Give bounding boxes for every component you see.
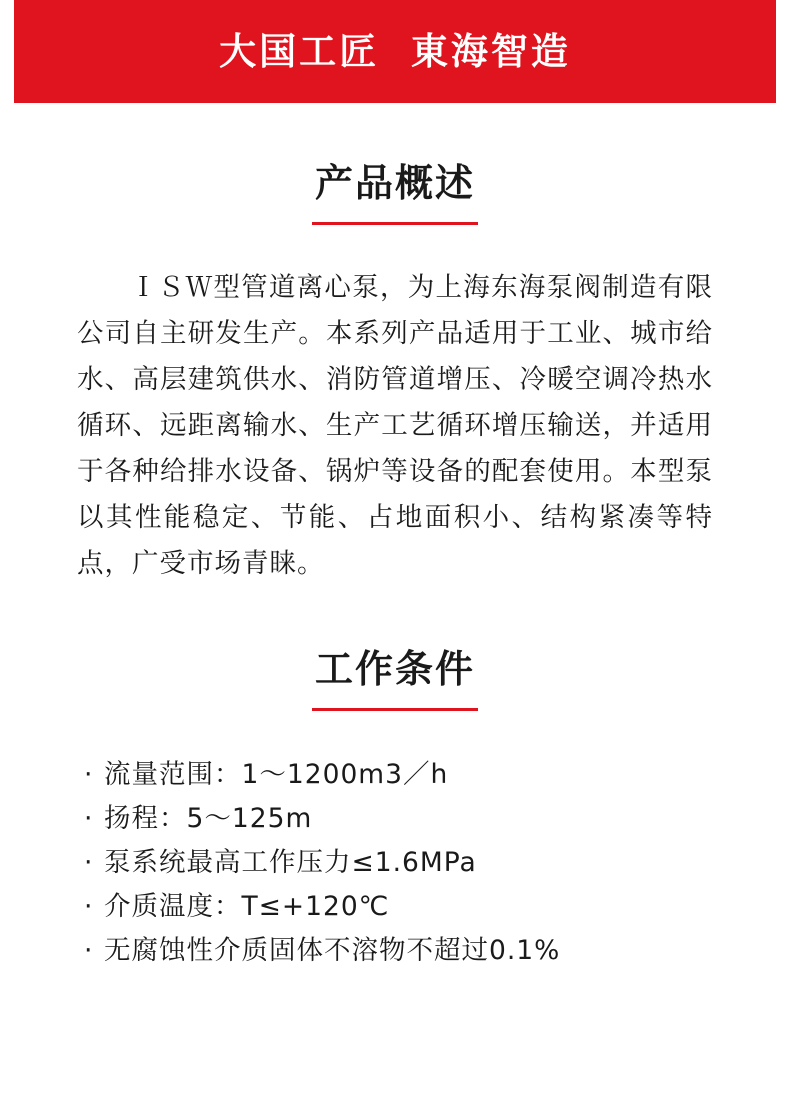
section-title: 产品概述: [314, 161, 475, 205]
list-item: [84, 753, 790, 797]
list-item-label: 流量范围：1～1200m3／h: [104, 758, 449, 790]
list-item: [84, 797, 790, 841]
bullet-icon: ·: [84, 758, 94, 790]
section-underline: [312, 222, 478, 225]
list-item-label: 介质温度：T≤+120℃: [104, 890, 390, 922]
list-item: [84, 885, 790, 929]
bullet-icon: ·: [84, 934, 94, 966]
section-header-product-overview: [0, 163, 790, 225]
banner-spacer: [0, 103, 790, 163]
section-header-working-conditions: [0, 646, 790, 711]
bullet-icon: ·: [84, 890, 94, 922]
list-item-label: 无腐蚀性介质固体不溶物不超过0.1%: [104, 934, 561, 966]
list-item-label: 扬程：5～125m: [104, 802, 313, 834]
section-spacer: [0, 587, 790, 649]
banner-left-margin: [0, 0, 14, 103]
page-banner: [0, 0, 790, 103]
bullet-icon: ·: [84, 846, 94, 878]
section-product-overview: [0, 163, 790, 587]
overview-paragraph: ＩＳＷ型管道离心泵，为上海东海泵阀制造有限公司自主研发生产。本系列产品适用于工业、城市给水、高层建筑供水、消防管道增压、冷暖空调冷热水循环、远距离输水、生产工艺循环增压输送，并适用于各种给排水设备、锅炉等设备的配套使用。本型泵以其性能稳定、节能、占地面积小、结构紧凑等特点，广受市场青睐。: [77, 271, 713, 579]
list-item: [84, 929, 790, 973]
section-title: 工作条件: [314, 646, 475, 691]
list-item: [84, 841, 790, 885]
section-underline: [312, 708, 478, 711]
banner-right-margin: [776, 0, 790, 103]
bullet-icon: ·: [84, 802, 94, 834]
list-item-label: 泵系统最高工作压力≤1.6MPa: [104, 846, 477, 878]
banner-title: 大国工匠 東海智造: [219, 30, 571, 73]
section-working-conditions: [0, 646, 790, 973]
working-conditions-list: [0, 753, 790, 973]
